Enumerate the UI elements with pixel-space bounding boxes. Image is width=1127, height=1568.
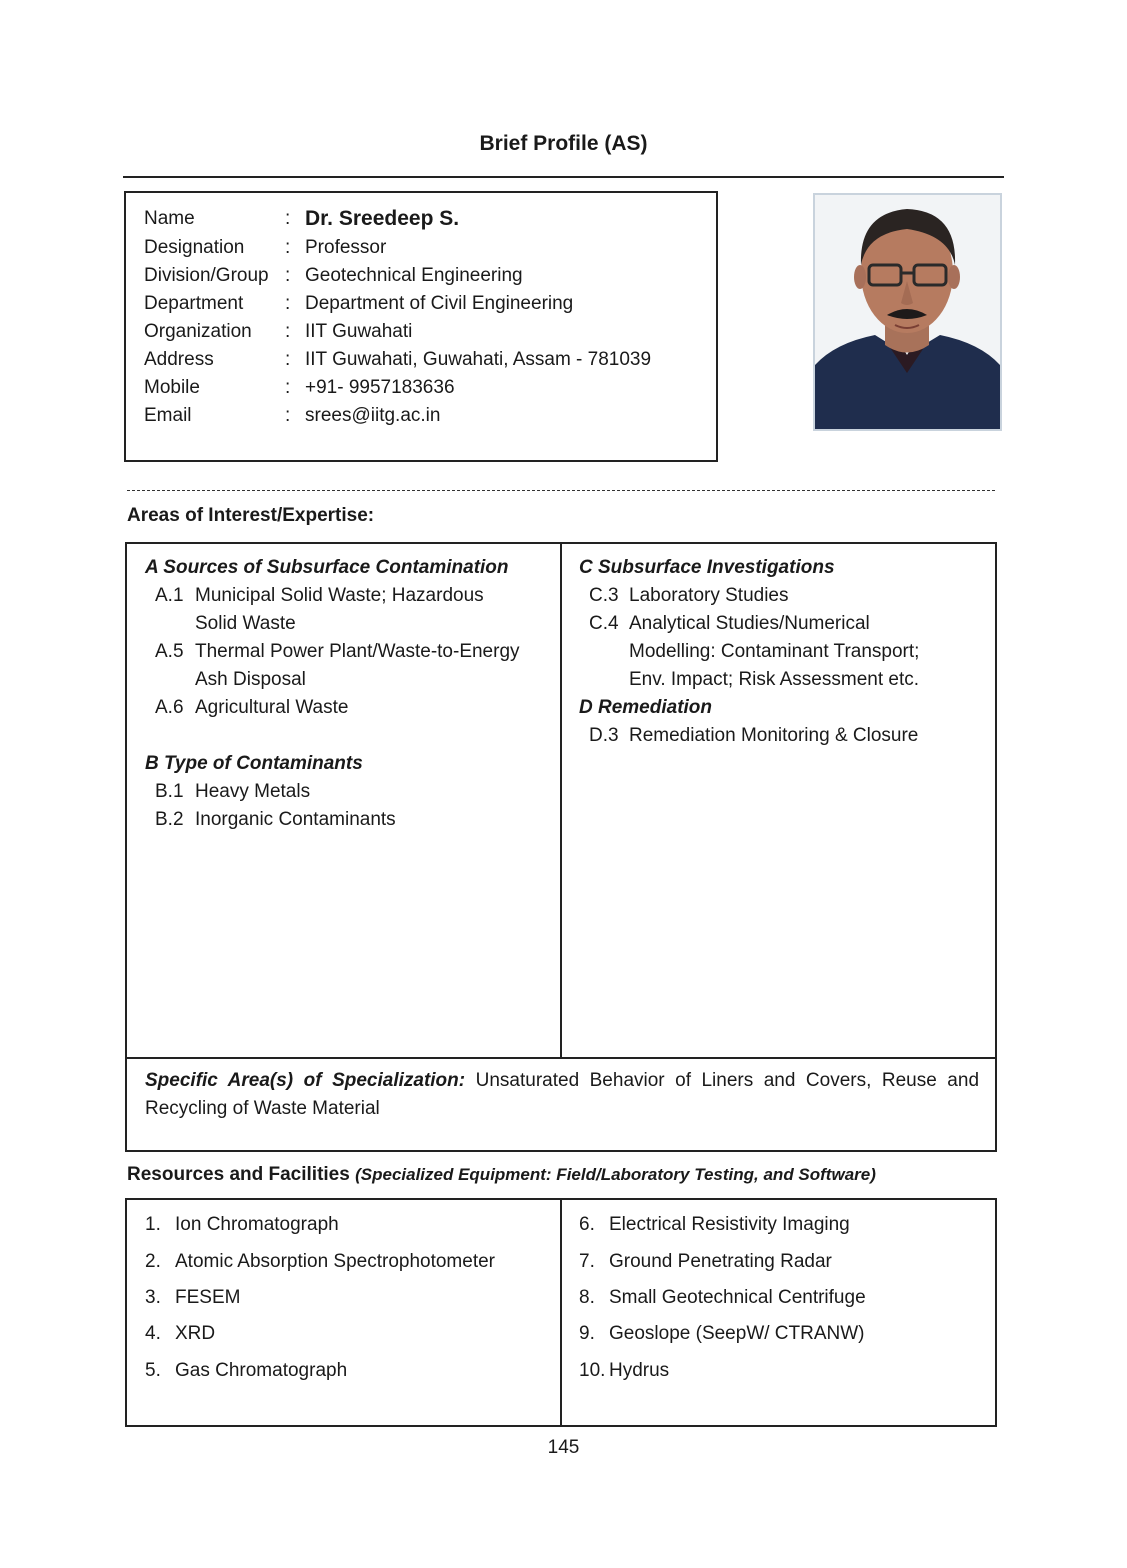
areas-table — [125, 542, 997, 1152]
item-number: 6. — [579, 1214, 595, 1235]
profile-info-box — [124, 191, 718, 462]
column-divider — [560, 544, 562, 1057]
field-separator: : — [285, 349, 291, 370]
field-value: IIT Guwahati — [305, 321, 413, 342]
item-text: Gas Chromatograph — [175, 1360, 348, 1381]
item-text: Municipal Solid Waste; Hazardous — [195, 585, 484, 606]
item-text: Ion Chromatograph — [175, 1214, 339, 1235]
item-code: A.6 — [155, 697, 184, 718]
field-label: Department — [144, 293, 244, 314]
item-number: 8. — [579, 1287, 595, 1308]
item-number: 10. — [579, 1360, 606, 1381]
profile-photo — [813, 193, 1002, 431]
field-separator: : — [285, 377, 291, 398]
field-value: Professor — [305, 237, 387, 258]
field-value: Department of Civil Engineering — [305, 293, 574, 314]
item-text: Ground Penetrating Radar — [609, 1251, 832, 1272]
item-code: B.1 — [155, 781, 184, 802]
resources-title: Resources and Facilities — [127, 1164, 350, 1185]
field-value: IIT Guwahati, Guwahati, Assam - 781039 — [305, 349, 652, 370]
resources-subtitle: (Specialized Equipment: Field/Laboratory Testing, and Software) — [355, 1165, 876, 1184]
section-divider — [127, 490, 995, 491]
item-code: B.2 — [155, 809, 184, 830]
item-text: Laboratory Studies — [629, 585, 789, 606]
item-text: Geoslope (SeepW/ CTRANW) — [609, 1323, 865, 1344]
category-d-heading: D Remediation — [579, 697, 713, 718]
item-text: Thermal Power Plant/Waste-to-Energy — [195, 641, 520, 662]
item-text: Agricultural Waste — [195, 697, 349, 718]
field-label: Name — [144, 208, 195, 229]
item-text: Electrical Resistivity Imaging — [609, 1214, 850, 1235]
specialization-text — [145, 1067, 979, 1123]
item-number: 7. — [579, 1251, 595, 1272]
item-number: 5. — [145, 1360, 161, 1381]
column-divider — [560, 1200, 562, 1425]
profile-name: Dr. Sreedeep S. — [305, 207, 460, 230]
item-code: D.3 — [589, 725, 619, 746]
field-value: +91- 9957183636 — [305, 377, 455, 398]
item-code: C.3 — [589, 585, 619, 606]
field-label: Address — [144, 349, 214, 370]
field-separator: : — [285, 237, 291, 258]
item-number: 2. — [145, 1251, 161, 1272]
category-c-heading: C Subsurface Investigations — [579, 557, 835, 578]
field-value: Geotechnical Engineering — [305, 265, 523, 286]
item-text: Small Geotechnical Centrifuge — [609, 1287, 866, 1308]
field-separator: : — [285, 293, 291, 314]
specialization-label: Specific Area(s) of Specialization: — [145, 1070, 466, 1091]
field-separator: : — [285, 265, 291, 286]
title-divider — [123, 176, 1004, 178]
page-number: 145 — [547, 1437, 580, 1458]
item-number: 9. — [579, 1323, 595, 1344]
item-text: FESEM — [175, 1287, 241, 1308]
resources-table — [125, 1198, 997, 1427]
page-title: Brief Profile (AS) — [479, 132, 648, 155]
item-number: 4. — [145, 1323, 161, 1344]
field-separator: : — [285, 405, 291, 426]
field-label: Division/Group — [144, 265, 269, 286]
specialization-value: Unsaturated Behavior of Liners and Covers, Reuse and Recycling of Waste Material — [145, 1070, 980, 1119]
field-label: Mobile — [144, 377, 200, 398]
item-number: 1. — [145, 1214, 161, 1235]
item-text: Atomic Absorption Spectrophotometer — [175, 1251, 496, 1272]
areas-heading: Areas of Interest/Expertise: — [127, 505, 375, 526]
field-label: Email — [144, 405, 192, 426]
category-a-heading: A Sources of Subsurface Contamination — [145, 557, 509, 578]
field-label: Organization — [144, 321, 252, 342]
portrait-illustration — [815, 195, 1000, 429]
item-code: A.5 — [155, 641, 184, 662]
item-text: Heavy Metals — [195, 781, 311, 802]
item-number: 3. — [145, 1287, 161, 1308]
email-value: srees@iitg.ac.in — [305, 405, 441, 426]
item-text: Analytical Studies/Numerical — [629, 613, 870, 634]
item-text: Inorganic Contaminants — [195, 809, 396, 830]
item-text: Remediation Monitoring & Closure — [629, 725, 919, 746]
category-b-heading: B Type of Contaminants — [145, 753, 363, 774]
row-divider — [127, 1057, 995, 1059]
resources-heading — [127, 1164, 876, 1186]
item-text: XRD — [175, 1323, 216, 1344]
item-text-continued: Ash Disposal — [195, 669, 306, 690]
item-text: Hydrus — [609, 1360, 670, 1381]
item-text-continued: Env. Impact; Risk Assessment etc. — [629, 669, 920, 690]
field-separator: : — [285, 321, 291, 342]
item-code: A.1 — [155, 585, 184, 606]
item-text-continued: Modelling: Contaminant Transport; — [629, 641, 920, 662]
item-code: C.4 — [589, 613, 619, 634]
field-label: Designation — [144, 237, 245, 258]
field-separator: : — [285, 208, 291, 229]
item-text-continued: Solid Waste — [195, 613, 296, 634]
